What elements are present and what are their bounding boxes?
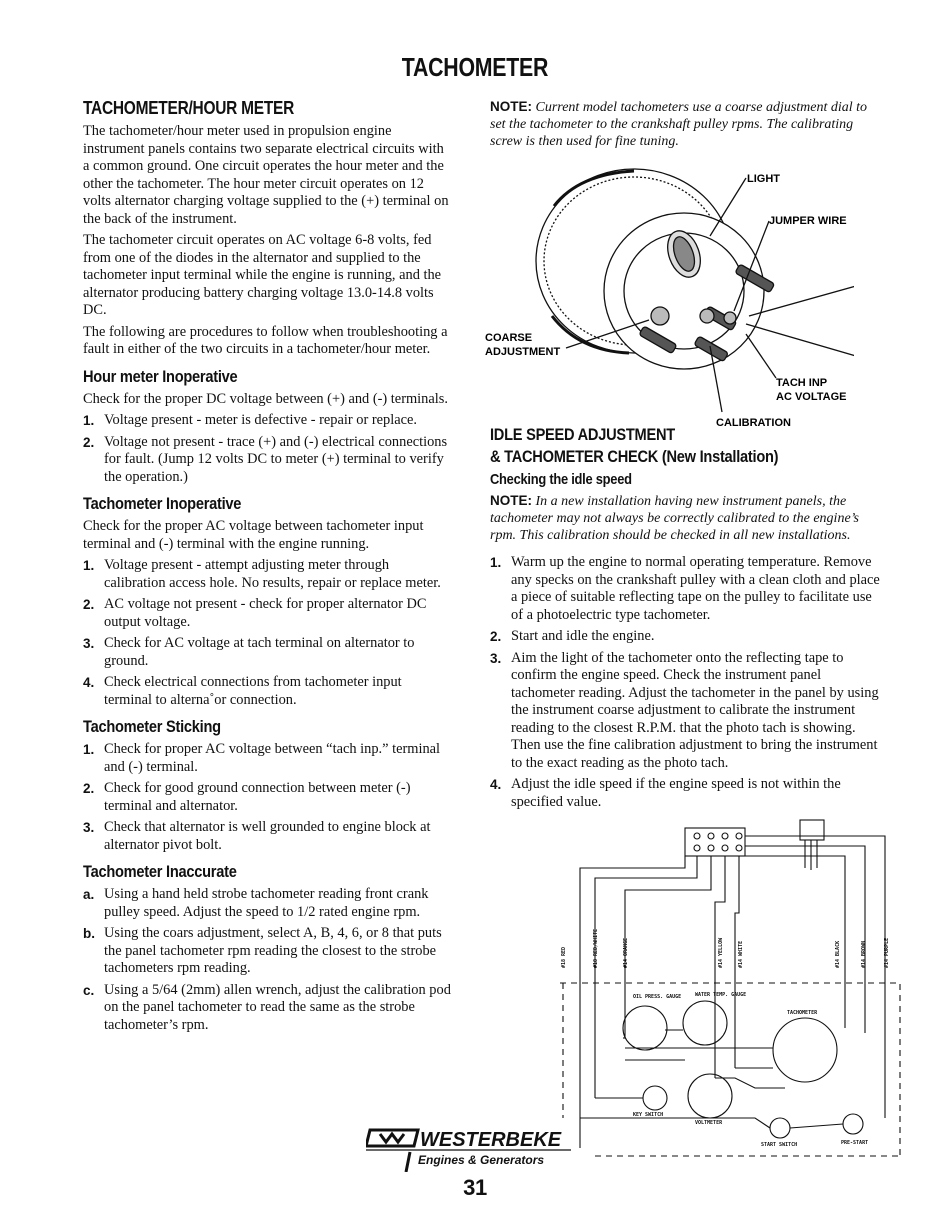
note-paragraph: NOTE: Current model tachometers use a coarse adjustment dial to set the tachometer to the crankshaft pulley rpms. The calibrating screw is then used for fine tuning.: [490, 99, 868, 149]
start-switch: [770, 1118, 790, 1138]
list-item: 1. Check for proper AC voltage between “tach inp.” terminal and (-) terminal.: [83, 741, 441, 775]
list-item: 1. Voltage present - meter is defective - repair or replace.: [83, 412, 417, 428]
list-item: 1. Warm up the engine to normal operating temperature. Remove any specks on the crankshaft pulley with a clean cloth and place a piece of suitable reflecting tape on the pulley to facilitate use of a photoelectric type tachometer.: [490, 554, 880, 623]
svg-text:#18 RED: #18 RED: [561, 946, 567, 968]
voltmeter-gauge: [688, 1074, 732, 1118]
list-item: b. Using the coars adjustment, select A, B, 4, 6, or 8 that puts the panel tachometer rpm reading the closest to the strobe tachometers rpm reading.: [83, 925, 442, 976]
water-temp-gauge: [683, 1001, 727, 1045]
hour-meter-text: Check for the proper DC voltage between (+) and (-) terminals.: [83, 390, 448, 407]
list-item: 1. Voltage present - attempt adjusting meter through calibration access hole. No results, repair or replace meter.: [83, 557, 441, 591]
hour-meter-list: [83, 412, 453, 486]
wiring-diagram: [555, 818, 910, 1158]
heading-idle-speed: IDLE SPEED ADJUSTMENT: [490, 425, 675, 444]
svg-text:START SWITCH: START SWITCH: [761, 1142, 798, 1148]
label-adjustment: ADJUSTMENT: [485, 346, 561, 358]
list-item: 4. Adjust the idle speed if the engine speed is not within the specified value.: [490, 776, 841, 810]
coarse-adjustment-dial: [651, 307, 669, 325]
list-item: 3. Aim the light of the tachometer onto the reflecting tape to confirm the engine speed. Check the instrument panel tachometer reading. Adjust the tachometer in the panel by using the instrument coarse adjustment to calibrate the instrument reading to the closest R.P.M. that the photo tach is showing. Then use the fine calibration adjustment to bring the instrument to the exact reading as the photo tach.: [490, 649, 879, 771]
list-item: 2. Check for good ground connection between meter (-) terminal and alternator.: [83, 780, 411, 814]
key-switch: [643, 1086, 667, 1110]
svg-text:PRE-START: PRE-START: [841, 1140, 869, 1146]
svg-text:OIL PRESS. GAUGE: OIL PRESS. GAUGE: [633, 994, 682, 1000]
list-item: 3. Check for AC voltage at tach terminal on alternator to ground.: [83, 635, 415, 669]
logo-brand: WESTERBEKE: [420, 1129, 562, 1151]
intro-paragraph: The tachometer circuit operates on AC voltage 6-8 volts, fed from one of the diodes in the alternator and supplied to the tachometer input terminal while the engine is running, and the alternator producing battery charging voltage 13.0-14.8 volts DC.: [83, 232, 442, 318]
label-ac-voltage: AC VOLTAGE: [776, 391, 847, 403]
label-coarse: COARSE: [485, 332, 533, 344]
oil-pressure-gauge: [623, 1006, 667, 1050]
svg-text:#14 PURPLE: #14 PURPLE: [884, 937, 890, 968]
page-number: 31: [463, 1175, 487, 1200]
heading-tachometer-inoperative: Tachometer Inoperative: [83, 494, 242, 513]
page-title: TACHOMETER: [401, 52, 549, 82]
idle-speed-section: [490, 425, 880, 815]
connector-block: [685, 828, 745, 856]
svg-text:#14 BROWN: #14 BROWN: [861, 940, 867, 968]
note-paragraph-2: NOTE: In a new installation having new instrument panels, the tachometer may not always be correctly calibrated to the engine’s rpm. This calibration should be checked in all new installations.: [490, 493, 859, 543]
svg-text:VOLTMETER: VOLTMETER: [695, 1120, 723, 1126]
plug-icon: [800, 820, 824, 870]
heading-tachometer-check: & TACHOMETER CHECK (New Installation): [490, 447, 779, 466]
heading-tachometer-inaccurate: Tachometer Inaccurate: [83, 862, 237, 881]
tach-inaccurate-list: [83, 886, 453, 1034]
label-calibration: CALIBRATION: [716, 417, 791, 429]
list-item: c. Using a 5/64 (2mm) allen wrench, adjust the calibration pod on the panel tachometer to read the same as the strobe tachometer’s rpm.: [83, 981, 451, 1033]
label-jumper-wire: JUMPER WIRE: [769, 215, 847, 227]
heading-hour-meter-inoperative: Hour meter Inoperative: [83, 366, 238, 386]
tachometer-rear-figure: [484, 166, 854, 436]
list-item: 2. AC voltage not present - check for proper alternator DC output voltage.: [83, 596, 427, 630]
svg-text:#14 YELLOW: #14 YELLOW: [718, 937, 724, 968]
svg-text:#14 ORANGE: #14 ORANGE: [623, 937, 629, 968]
right-column-note: [490, 98, 880, 150]
list-item: 3. Check that alternator is well grounded to engine block at alternator pivot bolt.: [83, 819, 431, 853]
svg-text:#14 BLACK: #14 BLACK: [835, 940, 841, 968]
heading-tachometer-sticking: Tachometer Sticking: [83, 717, 221, 736]
label-light: LIGHT: [747, 173, 780, 185]
left-column: [83, 98, 453, 1038]
list-item: a. Using a hand held strobe tachometer reading front crank pulley speed. Adjust the speed to 1/2 rated engine rpm.: [83, 886, 429, 920]
intro-paragraph: The tachometer/hour meter used in propulsion engine instrument panels contains two separate electrical circuits with a common ground. One circuit operates the hour meter and the other the tachometer. The hour meter circuit operates on 12 volts alternator charging voltage supplied to the (+) terminal on the back of the instrument.: [83, 123, 449, 227]
section-title-tachometer-hour-meter: TACHOMETER/HOUR METER: [83, 98, 295, 118]
list-item: 2. Start and idle the engine.: [490, 628, 655, 644]
svg-text:WATER TEMP. GAUGE: WATER TEMP. GAUGE: [695, 992, 747, 998]
pre-start-switch: [843, 1114, 863, 1134]
list-item: 2. Voltage not present - trace (+) and (-) electrical connections for fault. (Jump 12 volts DC to meter (+) terminal to verify the operation.): [83, 433, 448, 485]
svg-text:TACHOMETER: TACHOMETER: [787, 1010, 818, 1016]
svg-text:#14 WHITE: #14 WHITE: [738, 940, 744, 968]
intro-paragraph: The following are procedures to follow when troubleshooting a fault in either of the two circuits in a tachometer/hour meter.: [83, 323, 448, 357]
tach-sticking-list: [83, 741, 453, 854]
tach-inoperative-list: [83, 557, 453, 709]
idle-steps-list: [490, 554, 880, 811]
tach-inoperative-text: Check for the proper AC voltage between tachometer input terminal and (-) terminal with the engine running.: [83, 518, 424, 552]
svg-text:#18 RED/WHITE: #18 RED/WHITE: [593, 928, 599, 968]
label-tach-inp: TACH INP: [776, 377, 828, 389]
list-item: 4. Check electrical connections from tachometer input terminal to alterna˚or connection.: [83, 674, 402, 708]
svg-text:KEY SWITCH: KEY SWITCH: [633, 1112, 664, 1118]
logo-tagline: Engines & Generators: [418, 1153, 545, 1167]
westerbeke-logo: [366, 1124, 576, 1172]
tachometer-gauge: [773, 1018, 837, 1082]
subheading-checking-idle: Checking the idle speed: [490, 471, 632, 488]
wire-labels: [561, 929, 890, 1148]
